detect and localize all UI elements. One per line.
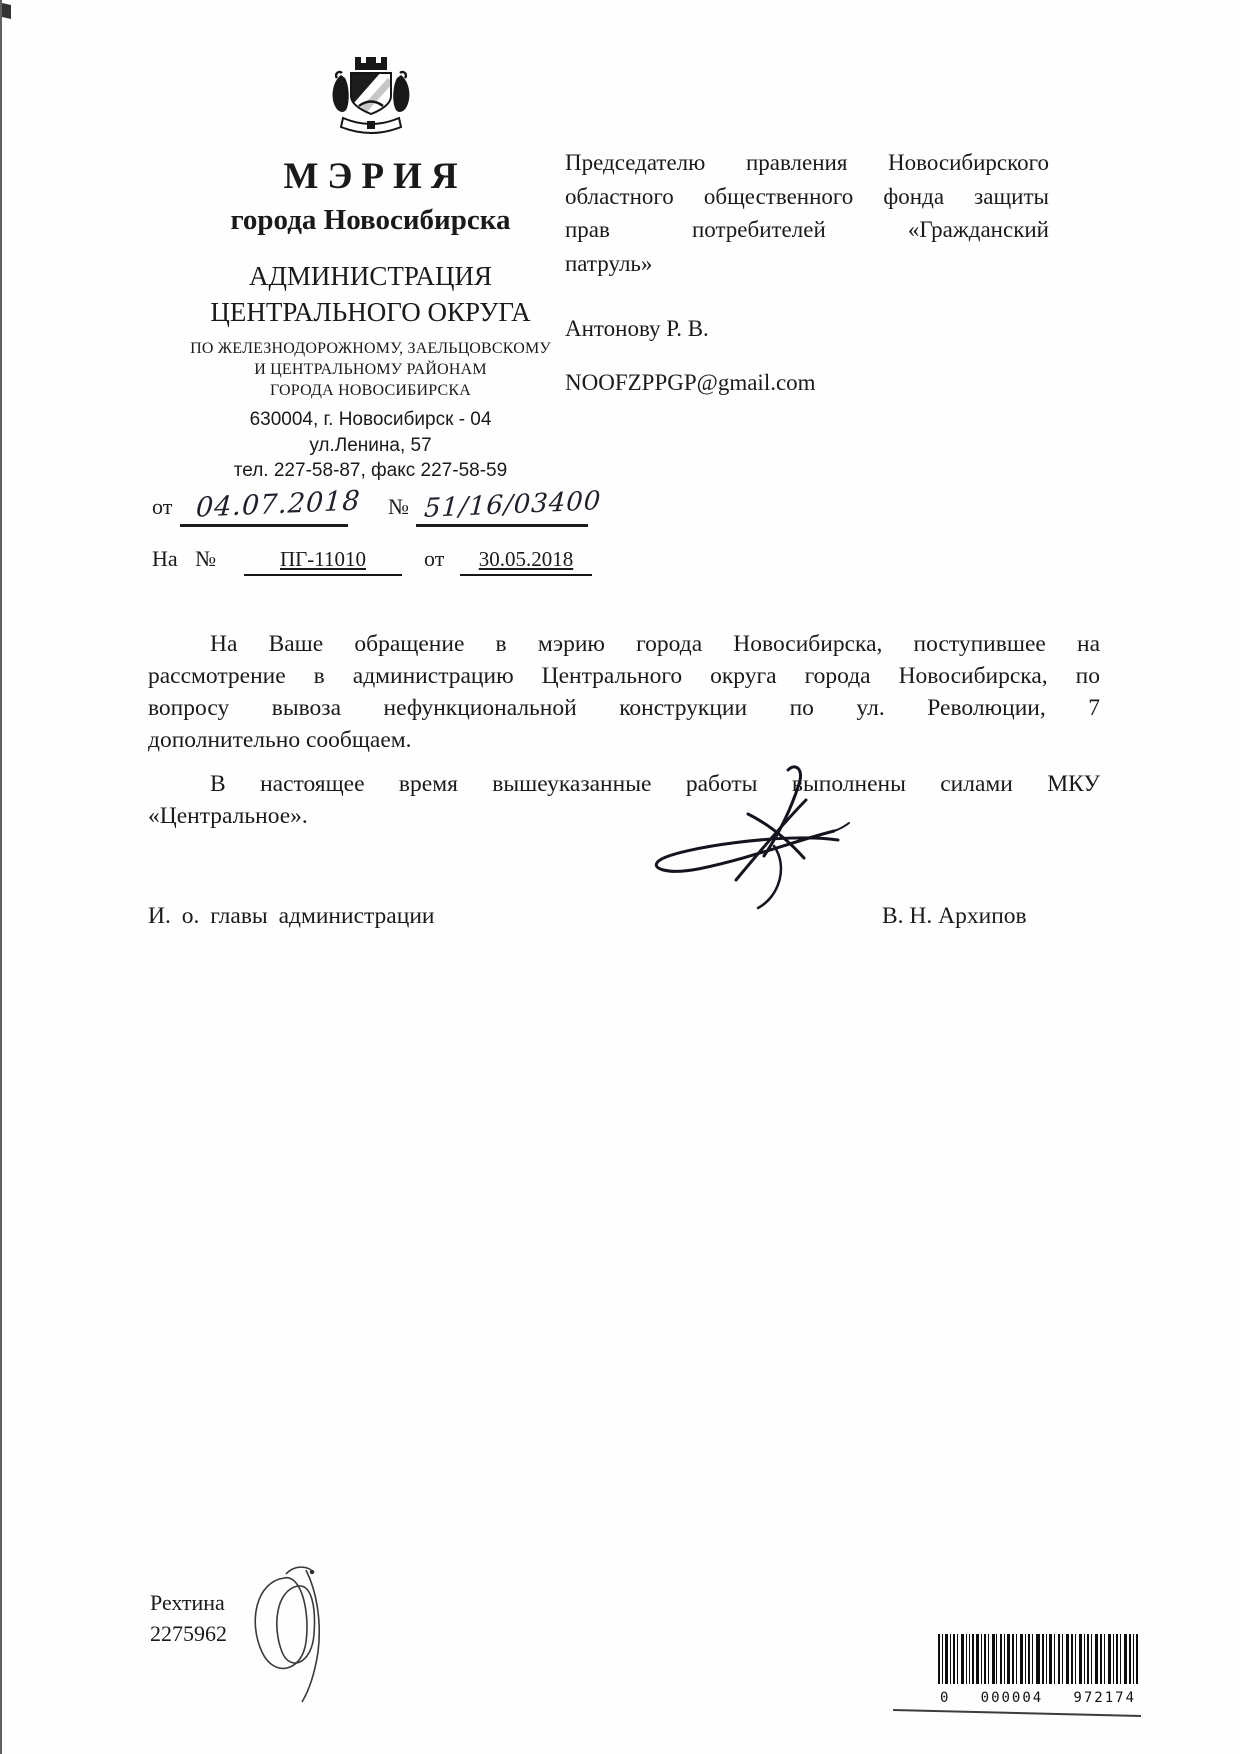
outgoing-number-field bbox=[416, 472, 603, 527]
text-line: «Центральное». bbox=[148, 803, 308, 829]
recipient-name: Антонову Р. В. bbox=[565, 316, 709, 341]
org-name-line1: МЭРИЯ bbox=[283, 156, 467, 197]
text-line: вопросу вывоза нефункциональной конструкции по ул. Революции, 7 bbox=[148, 695, 1100, 721]
postal-address-line: 630004, г. Новосибирск - 04 bbox=[249, 409, 492, 431]
incoming-number-field bbox=[244, 524, 402, 576]
barcode bbox=[938, 1634, 1138, 1706]
outgoing-date-field bbox=[180, 472, 362, 527]
body-paragraph-1 bbox=[148, 628, 1100, 756]
novosibirsk-coat-of-arms-icon bbox=[325, 56, 417, 142]
department-line1: АДМИНИСТРАЦИЯ bbox=[249, 261, 492, 291]
districts-line2: И ЦЕНТРАЛЬНОМУ РАЙОНАМ bbox=[254, 361, 487, 379]
barcode-digit-group: 000004 bbox=[980, 1690, 1044, 1706]
barcode-bars bbox=[938, 1634, 1138, 1684]
districts-line3: ГОРОДА НОВОСИБИРСКА bbox=[269, 382, 472, 400]
letterhead bbox=[163, 56, 578, 483]
handwritten-signature bbox=[636, 762, 851, 912]
text-line: рассмотрение в администрацию Центрального округа города Новосибирска, по bbox=[148, 663, 1100, 689]
incoming-date-value: 30.05.2018 bbox=[478, 547, 574, 571]
outgoing-number-handwritten: 51/16/03400 bbox=[423, 486, 603, 524]
street-address-line: ул.Ленина, 57 bbox=[309, 434, 432, 456]
signer-position-title: И. о. главы администрации bbox=[148, 903, 435, 929]
text-line: На Ваше обращение в мэрию города Новосибирска, поступившее на bbox=[210, 631, 1100, 657]
barcode-digits bbox=[938, 1690, 1138, 1706]
barcode-digit-group: 0 bbox=[940, 1690, 951, 1706]
text-line: В настоящее время вышеуказанные работы выполнены силами МКУ bbox=[210, 771, 1100, 797]
executor-phone: 2275962 bbox=[150, 1621, 227, 1646]
outgoing-date-handwritten: 04.07.2018 bbox=[195, 485, 362, 524]
districts-line1: ПО ЖЕЛЕЗНОДОРОЖНОМУ, ЗАЕЛЬЦОВСКОМУ bbox=[190, 340, 551, 358]
text-line: областного общественного фонда защиты bbox=[565, 183, 1049, 209]
text-line: патруль» bbox=[565, 250, 653, 276]
barcode-digit-group: 972174 bbox=[1073, 1690, 1136, 1706]
scan-artifact-line bbox=[893, 1709, 1141, 1717]
org-name-line2: города Новосибирска bbox=[230, 204, 511, 236]
outgoing-number-label: № bbox=[388, 494, 409, 519]
incoming-number-value: ПГ-11010 bbox=[279, 547, 367, 571]
incoming-from-label: от bbox=[424, 546, 445, 571]
text-line: Председателю правления Новосибирского bbox=[565, 150, 1049, 175]
incoming-date-field bbox=[460, 524, 592, 576]
text-line: прав потребителей «Гражданский bbox=[565, 217, 1049, 242]
department-line2: ЦЕНТРАЛЬНОГО ОКРУГА bbox=[210, 297, 531, 328]
executor-name: Рехтина bbox=[150, 1590, 225, 1615]
text-line: дополнительно сообщаем. bbox=[148, 727, 412, 753]
executor-paraph-scribble bbox=[236, 1560, 351, 1705]
outgoing-from-label: от bbox=[152, 494, 173, 519]
body-paragraph-2 bbox=[148, 768, 1100, 832]
signer-name: В. Н. Архипов bbox=[882, 903, 1027, 929]
recipient-address-block bbox=[565, 146, 1049, 280]
scan-edge-line bbox=[0, 0, 2, 1754]
scan-corner-speck bbox=[2, 3, 11, 19]
recipient-email: NOOFZPPGP@gmail.com bbox=[565, 370, 816, 395]
incoming-prefix-label: На № bbox=[152, 546, 217, 571]
phone-fax-line: тел. 227-58-87, факс 227-58-59 bbox=[233, 460, 508, 482]
